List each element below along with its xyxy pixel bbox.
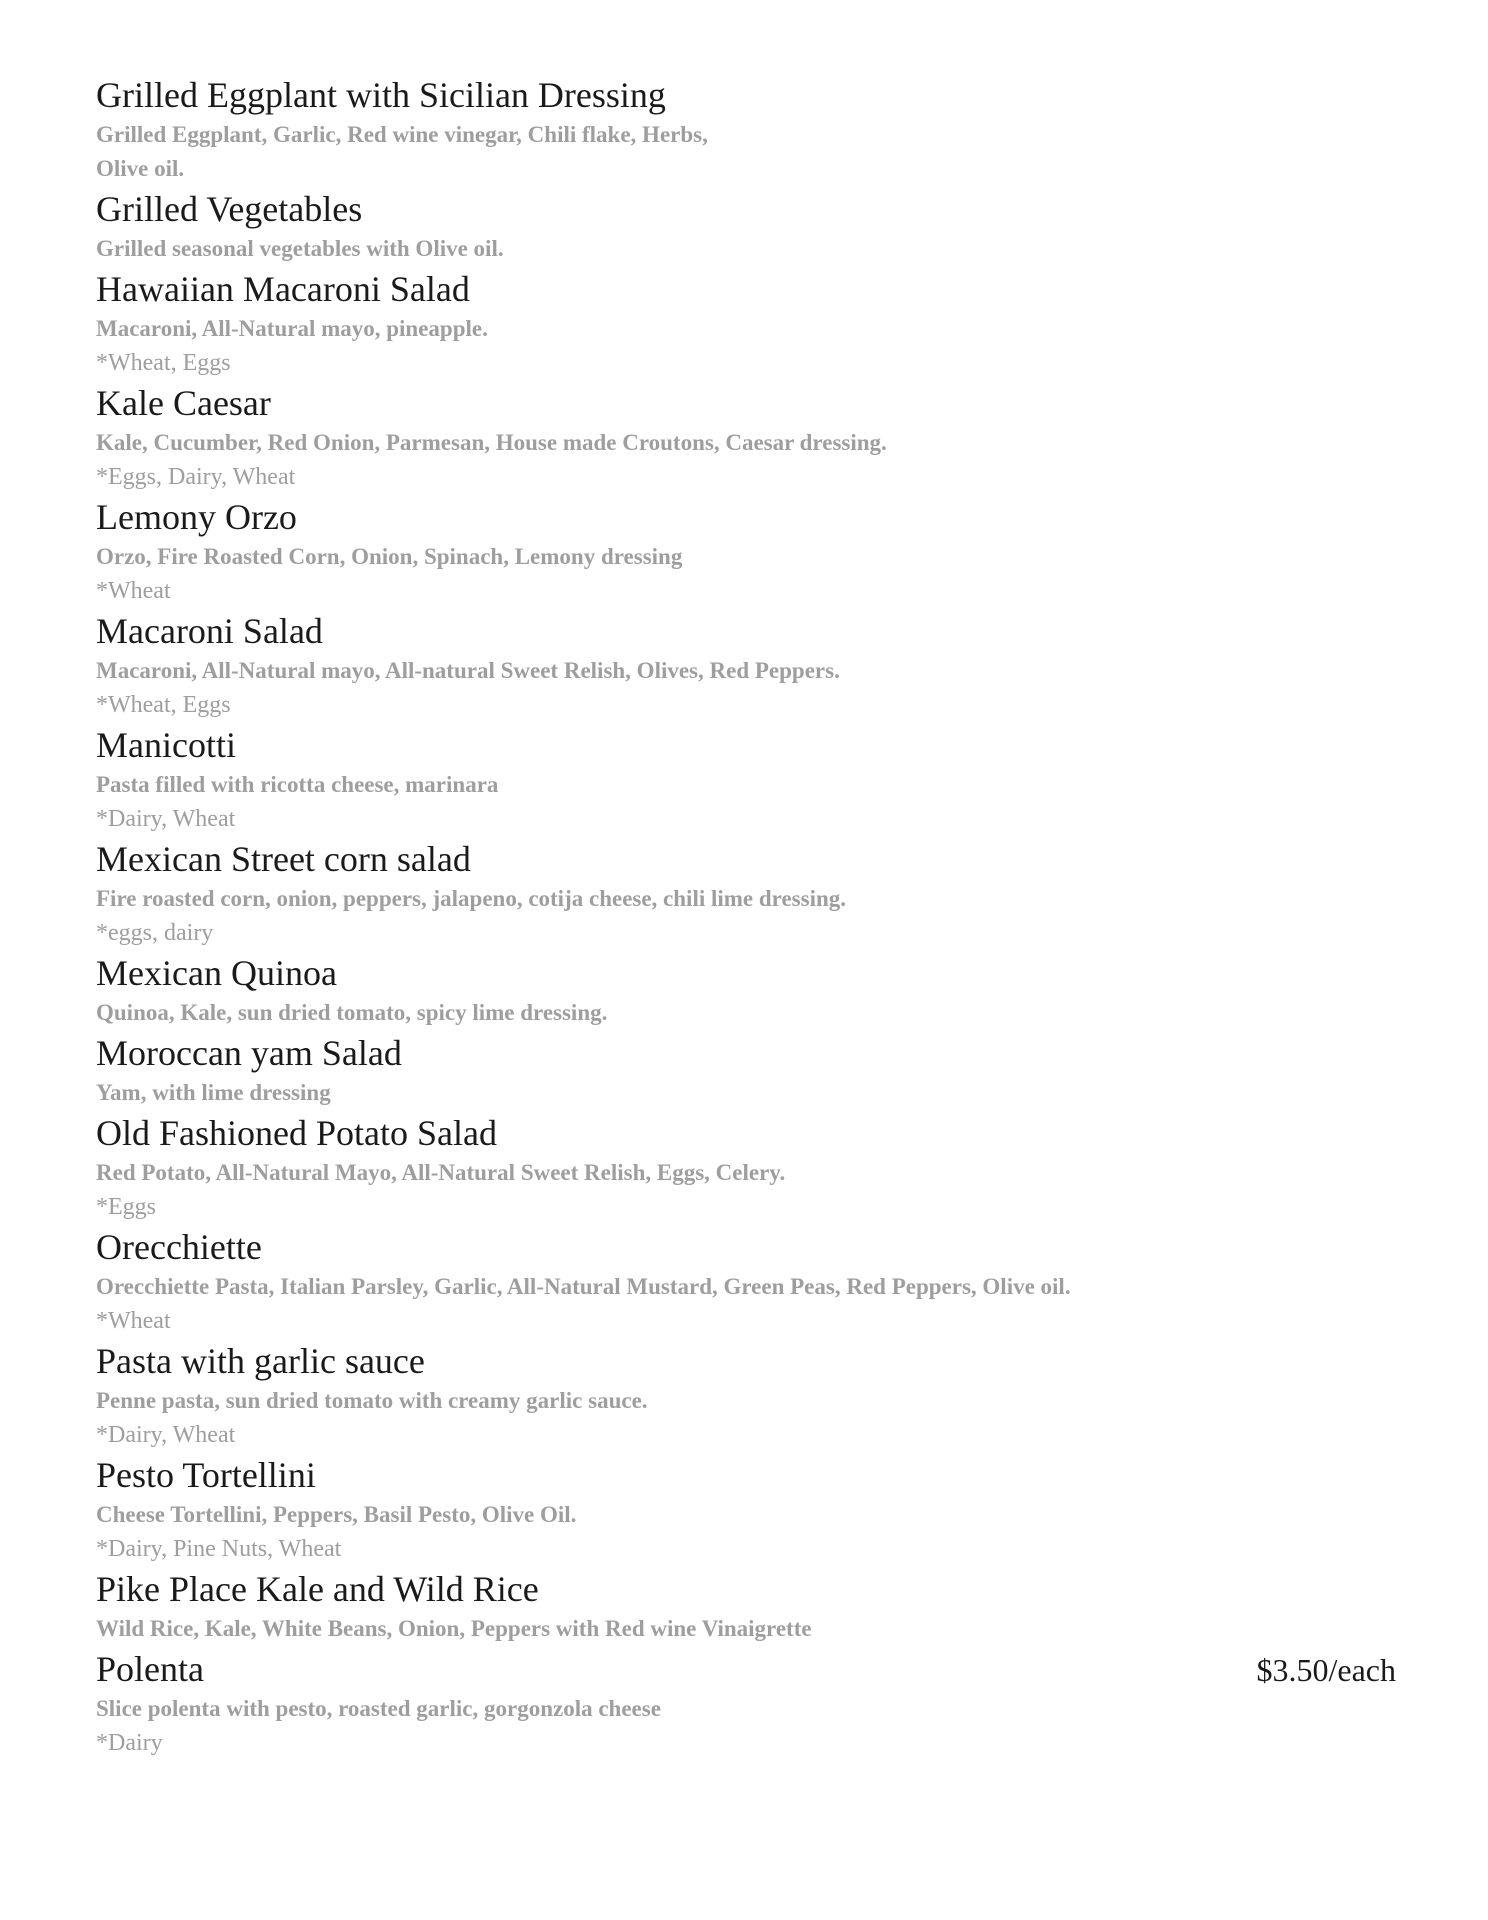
item-allergens: *Eggs, Dairy, Wheat <box>96 464 296 490</box>
menu-item-hawaiian-macaroni-salad <box>96 266 1396 380</box>
menu-item-macaroni-salad <box>96 608 1396 722</box>
item-name: Grilled Vegetables <box>96 189 363 229</box>
menu-item-polenta <box>96 1646 1396 1760</box>
item-description: Yam, with lime dressing <box>96 1080 331 1105</box>
menu-item-old-fashioned-potato-salad <box>96 1110 1396 1224</box>
item-description: Grilled Eggplant, Garlic, Red wine vinegar, Chili flake, Herbs, Olive oil. <box>96 122 708 181</box>
item-name: Hawaiian Macaroni Salad <box>96 269 470 309</box>
item-description: Grilled seasonal vegetables with Olive oil. <box>96 236 504 261</box>
menu-item-pasta-with-garlic-sauce <box>96 1338 1396 1452</box>
menu-item-mexican-street-corn-salad <box>96 836 1396 950</box>
item-description: Kale, Cucumber, Red Onion, Parmesan, House made Croutons, Caesar dressing. <box>96 430 887 455</box>
menu-item-mexican-quinoa <box>96 950 1396 1030</box>
item-description: Red Potato, All-Natural Mayo, All-Natural Sweet Relish, Eggs, Celery. <box>96 1160 786 1185</box>
item-allergens: *Wheat, Eggs <box>96 692 231 718</box>
menu-item-pesto-tortellini <box>96 1452 1396 1566</box>
item-name: Pasta with garlic sauce <box>96 1341 425 1381</box>
item-allergens: *Dairy, Wheat <box>96 1422 236 1448</box>
item-name: Old Fashioned Potato Salad <box>96 1113 497 1153</box>
item-name: Manicotti <box>96 725 236 765</box>
menu-item-pike-place-kale-wild-rice <box>96 1566 1396 1646</box>
item-allergens: *Wheat <box>96 1308 171 1334</box>
item-name: Grilled Eggplant with Sicilian Dressing <box>96 75 666 115</box>
menu-item-lemony-orzo <box>96 494 1396 608</box>
item-allergens: *Dairy, Pine Nuts, Wheat <box>96 1536 342 1562</box>
item-name: Mexican Street corn salad <box>96 839 471 879</box>
item-name: Orecchiette <box>96 1227 262 1267</box>
menu-page <box>96 72 1396 1760</box>
item-description: Orzo, Fire Roasted Corn, Onion, Spinach, Lemony dressing <box>96 544 683 569</box>
item-price: $3.50/each <box>1256 1652 1396 1688</box>
item-allergens: *Dairy, Wheat <box>96 806 236 832</box>
item-name: Pike Place Kale and Wild Rice <box>96 1569 539 1609</box>
item-description: Slice polenta with pesto, roasted garlic, gorgonzola cheese <box>96 1696 661 1721</box>
item-allergens: *Wheat <box>96 578 171 604</box>
item-name: Polenta <box>96 1649 204 1689</box>
menu-item-orecchiette <box>96 1224 1396 1338</box>
item-description: Cheese Tortellini, Peppers, Basil Pesto, Olive Oil. <box>96 1502 577 1527</box>
menu-item-grilled-eggplant <box>96 72 1396 186</box>
item-name: Macaroni Salad <box>96 611 323 651</box>
item-description: Quinoa, Kale, sun dried tomato, spicy lime dressing. <box>96 1000 608 1025</box>
menu-item-grilled-vegetables <box>96 186 1396 266</box>
item-allergens: *Eggs <box>96 1194 156 1220</box>
menu-item-kale-caesar <box>96 380 1396 494</box>
item-description: Penne pasta, sun dried tomato with creamy garlic sauce. <box>96 1388 648 1413</box>
item-name: Kale Caesar <box>96 383 271 423</box>
menu-item-manicotti <box>96 722 1396 836</box>
item-description: Fire roasted corn, onion, peppers, jalapeno, cotija cheese, chili lime dressing. <box>96 886 847 911</box>
item-name: Mexican Quinoa <box>96 953 337 993</box>
item-description: Macaroni, All-Natural mayo, pineapple. <box>96 316 488 341</box>
item-name: Moroccan yam Salad <box>96 1033 402 1073</box>
item-name: Lemony Orzo <box>96 497 297 537</box>
menu-item-moroccan-yam-salad <box>96 1030 1396 1110</box>
item-allergens: *Dairy <box>96 1730 163 1756</box>
item-allergens: *Wheat, Eggs <box>96 350 231 376</box>
item-description: Pasta filled with ricotta cheese, marinara <box>96 772 499 797</box>
item-allergens: *eggs, dairy <box>96 920 214 946</box>
item-name: Pesto Tortellini <box>96 1455 316 1495</box>
item-description: Macaroni, All-Natural mayo, All-natural Sweet Relish, Olives, Red Peppers. <box>96 658 840 683</box>
item-description: Wild Rice, Kale, White Beans, Onion, Peppers with Red wine Vinaigrette <box>96 1616 812 1641</box>
item-description: Orecchiette Pasta, Italian Parsley, Garlic, All-Natural Mustard, Green Peas, Red Peppers, Olive oil. <box>96 1274 1071 1299</box>
